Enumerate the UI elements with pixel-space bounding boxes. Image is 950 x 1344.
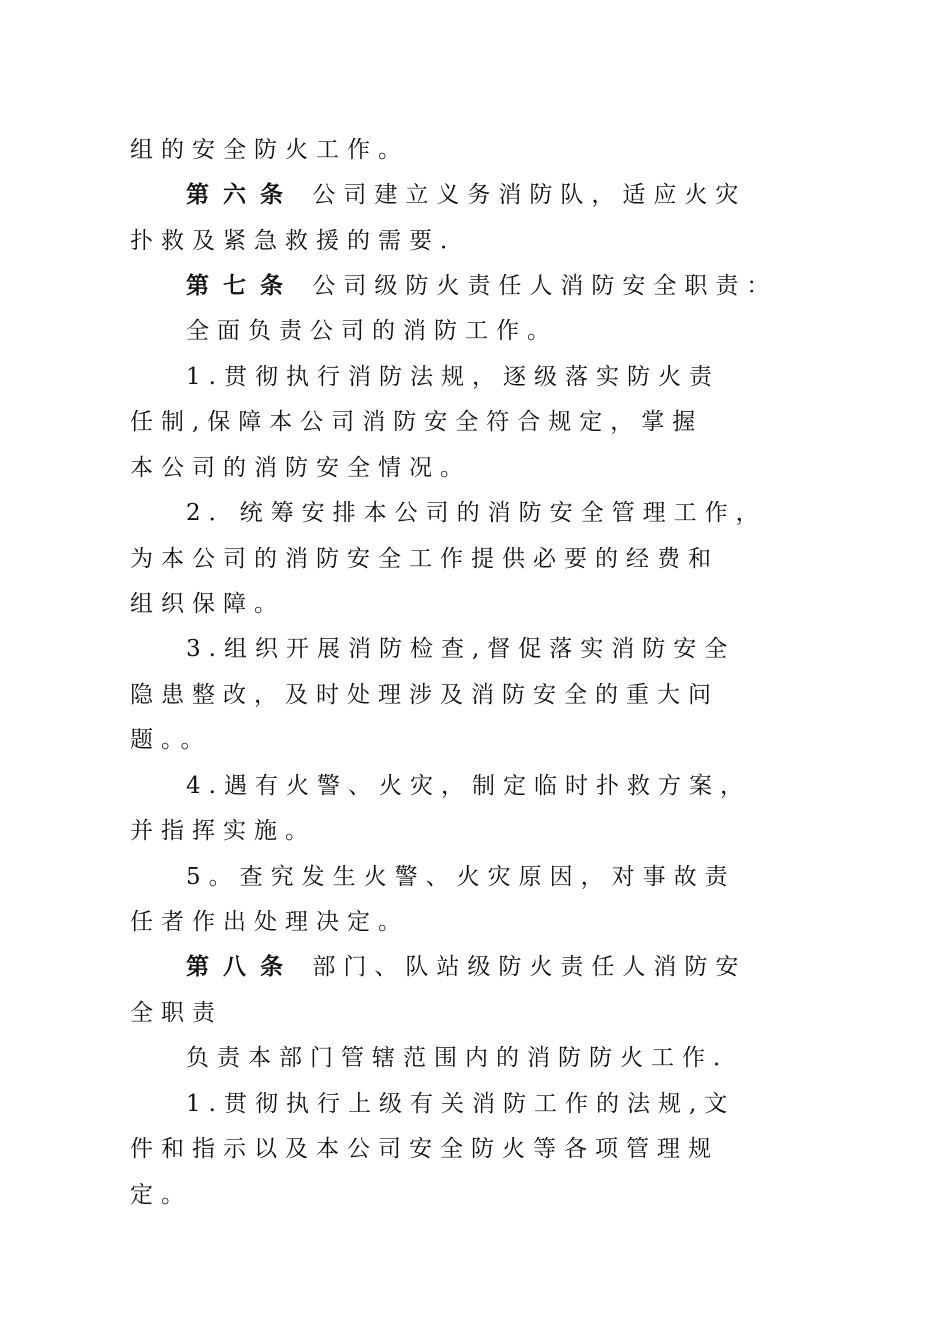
- text-line: 任制,保障本公司消防安全符合规定，掌握: [130, 409, 704, 435]
- text-line: 负责本部门管辖范围内的消防防火工作．: [186, 1045, 744, 1071]
- text-line: 组的安全防火工作。: [130, 137, 409, 163]
- article-heading: 第七条: [186, 272, 297, 299]
- article-text: 部门、队站级防火责任人消防安: [312, 954, 747, 980]
- text-line: 扑救及紧急救援的需要．: [130, 228, 471, 254]
- text-line: 4.遇有火警、火灾，制定临时扑救方案，: [186, 773, 751, 799]
- text-line: 为本公司的消防安全工作提供必要的经费和: [130, 546, 719, 572]
- text-line: 2．统筹安排本公司的消防安全管理工作，: [186, 500, 767, 526]
- text-line: 定。: [130, 1182, 192, 1208]
- article-eight: [186, 947, 746, 987]
- article-seven: [186, 266, 777, 306]
- text-line: 任者作出处理决定。: [130, 909, 409, 935]
- text-line: 全职责: [130, 1000, 223, 1026]
- text-line: 5。查究发生火警、火灾原因，对事故责: [186, 864, 736, 890]
- text-line: 1.贯彻执行消防法规，逐级落实防火责: [186, 364, 720, 390]
- text-line: 隐患整改，及时处理涉及消防安全的重大问: [130, 682, 719, 708]
- text-line: 并指挥实施。: [130, 818, 316, 844]
- article-heading: 第八条: [186, 953, 297, 980]
- text-line: 全面负责公司的消防工作。: [186, 318, 558, 344]
- article-heading: 第六条: [186, 181, 297, 208]
- text-line: 3.组织开展消防检查,督促落实消防安全: [186, 636, 736, 662]
- article-text: 公司级防火责任人消防安全职责：: [312, 273, 778, 299]
- text-line: 本公司的消防安全情况。: [130, 455, 471, 481]
- text-line: 题。。: [130, 727, 212, 753]
- text-line: 件和指示以及本公司安全防火等各项管理规: [130, 1136, 719, 1162]
- article-six: [186, 175, 746, 215]
- text-line: 组织保障。: [130, 591, 285, 617]
- article-text: 公司建立义务消防队，适应火灾: [312, 182, 747, 208]
- text-line: 1.贯彻执行上级有关消防工作的法规,文: [186, 1091, 736, 1117]
